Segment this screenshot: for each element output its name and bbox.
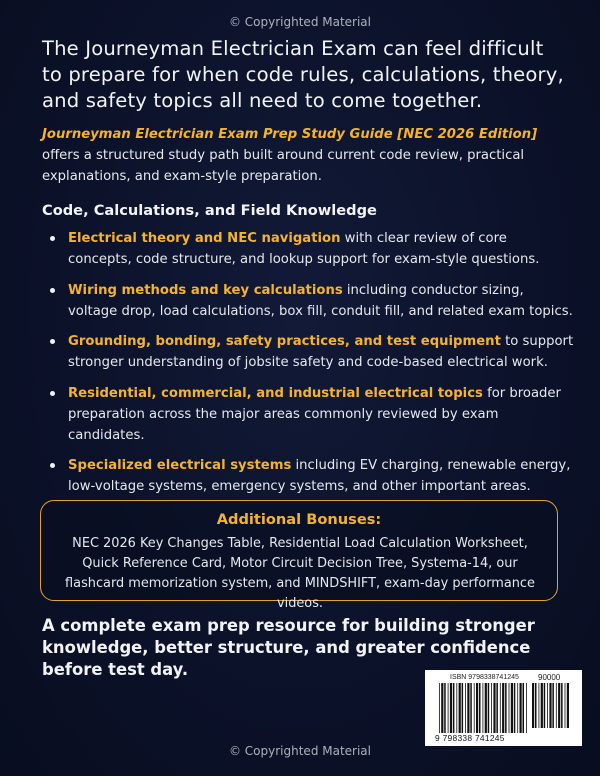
list-item <box>44 228 574 270</box>
closing-statement: A complete exam prep resource for building stronger knowledge, better structure, and greater confidence before test day. <box>42 616 535 679</box>
isbn-barcode <box>425 670 582 746</box>
barcode-bars-addon <box>532 683 570 728</box>
bullet-icon <box>50 463 55 468</box>
isbn-label: ISBN 9798338741245 <box>450 674 519 681</box>
feature-highlight: Electrical theory and NEC navigation <box>68 231 341 246</box>
feature-highlight: Wiring methods and key calculations <box>68 282 343 298</box>
feature-text: for broader preparation across the major areas commonly reviewed by exam candidates. <box>68 385 561 443</box>
list-item <box>44 383 574 446</box>
bullet-icon <box>50 236 55 241</box>
price-code: 90000 <box>538 673 561 682</box>
offer-text: offers a structured study path built around current code review, practical explanations, and exam-style preparation. <box>42 148 525 184</box>
feature-highlight: Specialized electrical systems <box>68 458 292 473</box>
feature-list <box>44 228 574 507</box>
bullet-icon <box>50 391 55 396</box>
barcode-digits: 9 798338 741245 <box>435 733 505 743</box>
feature-text: to support stronger understanding of jobsite safety and code-based electrical work. <box>68 334 574 370</box>
bonuses-text: NEC 2026 Key Changes Table, Residential Load Calculation Worksheet, Quick Reference Card, Motor Circuit Decision Tree, Systema-14, our flashcard memorization system, and MINDSHIFT, exam-day performance videos. <box>65 536 535 611</box>
feature-highlight: Grounding, bonding, safety practices, and test equipment <box>68 334 501 349</box>
book-title: Journeyman Electrician Exam Prep Study Guide [NEC 2026 Edition] <box>42 127 538 142</box>
bullet-icon <box>50 288 55 293</box>
list-item <box>44 455 574 497</box>
bonuses-box <box>40 500 558 611</box>
feature-text: including EV charging, renewable energy, low-voltage systems, emergency systems, and other important areas. <box>68 458 571 494</box>
copyright-watermark-top: © Copyrighted Material <box>228 15 371 29</box>
copyright-watermark-bottom: © Copyrighted Material <box>228 744 371 758</box>
section-heading: Code, Calculations, and Field Knowledge <box>42 202 377 219</box>
bullet-icon <box>50 339 55 344</box>
list-item <box>44 280 574 322</box>
intro-paragraph: The Journeyman Electrician Exam can feel difficult to prepare for when code rules, calculations, theory, and safety topics all need to come together. <box>42 37 564 112</box>
feature-text: with clear review of core concepts, code structure, and lookup support for exam-style questions. <box>68 231 540 267</box>
feature-highlight: Residential, commercial, and industrial electrical topics <box>68 385 483 401</box>
bonuses-heading: Additional Bonuses: <box>216 511 382 528</box>
barcode-bars-main <box>439 683 529 733</box>
list-item <box>44 331 574 373</box>
feature-text: including conductor sizing, voltage drop, load calculations, box fill, conduit fill, and related exam topics. <box>68 282 573 319</box>
offer-paragraph <box>42 124 572 187</box>
